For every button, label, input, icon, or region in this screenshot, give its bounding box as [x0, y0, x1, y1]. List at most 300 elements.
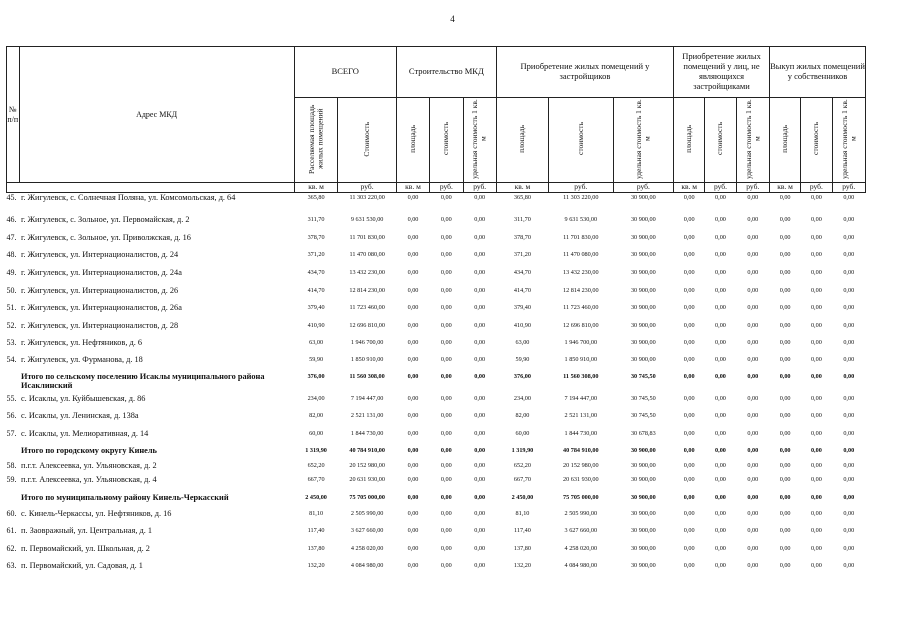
row-value: 30 900,00: [630, 215, 656, 223]
row-value: 371,20: [307, 250, 325, 258]
subheader-developers-cost: [548, 98, 613, 183]
row-value: 0,00: [440, 526, 452, 534]
row-value: 0,00: [715, 561, 726, 569]
row-value: 0,00: [715, 194, 726, 201]
row-value: 0,00: [683, 286, 695, 294]
row-value: 0,00: [779, 372, 791, 380]
unit-cell: руб.: [832, 183, 866, 193]
row-value: 0,00: [843, 509, 855, 517]
table-row: [7, 429, 866, 446]
row-number: [7, 372, 20, 394]
row-value: 0,00: [747, 493, 759, 501]
row-value: 0,00: [683, 215, 695, 223]
row-value: 0,00: [779, 286, 791, 294]
row-value: 75 705 000,00: [563, 493, 599, 501]
row-value: 0,00: [683, 394, 695, 402]
row-value: 0,00: [843, 461, 855, 469]
subtotal-row: [7, 372, 866, 394]
table-row: [7, 250, 866, 268]
row-value: 1 850 910,00: [564, 355, 598, 363]
row-number: 58.: [6, 460, 17, 470]
row-value: 0,00: [683, 493, 695, 501]
row-address: г. Жигулевск, ул. Фурманова, д. 18: [21, 354, 143, 364]
row-value: 0,00: [747, 194, 759, 201]
subheader-total-area-label: Расселяемая площадь жилых помещений: [306, 104, 325, 174]
row-value: 0,00: [407, 286, 419, 294]
table-row: [7, 509, 866, 526]
row-value: 30 745,50: [630, 411, 656, 419]
table-row: [7, 321, 866, 338]
row-value: 0,00: [715, 355, 726, 363]
row-value: 0,00: [683, 194, 695, 201]
row-value: 0,00: [779, 561, 791, 569]
row-value: 0,00: [715, 372, 726, 380]
unit-cell: кв. м: [674, 183, 705, 193]
subheader-developers-cost-label: стоимость: [575, 122, 585, 156]
unit-cell: руб.: [705, 183, 736, 193]
row-value: 365,80: [513, 194, 531, 201]
row-value: 0,00: [843, 355, 855, 363]
row-value: 12 696 810,00: [349, 321, 385, 329]
row-value: 20 152 980,00: [349, 461, 385, 469]
row-value: 11 303 220,00: [349, 194, 385, 201]
row-value: 132,20: [307, 561, 325, 569]
row-number: 51.: [6, 302, 17, 312]
row-value: 0,00: [747, 544, 759, 552]
row-value: 365,80: [307, 194, 325, 201]
row-value: 132,20: [513, 561, 531, 569]
row-value: 30 745,50: [630, 394, 656, 402]
row-value: 0,00: [440, 303, 452, 311]
row-value: 20 152 980,00: [563, 461, 599, 469]
row-value: 0,00: [474, 286, 486, 294]
row-value: 0,00: [810, 544, 822, 552]
row-value: 0,00: [474, 372, 486, 380]
row-value: 410,90: [307, 321, 325, 329]
row-address: с. Кинель-Черкассы, ул. Нефтяников, д. 16: [21, 508, 172, 518]
subtotal-row: [7, 446, 866, 461]
row-value: 0,00: [747, 355, 759, 363]
row-value: 9 631 530,00: [564, 215, 598, 223]
row-value: 376,00: [513, 372, 531, 380]
row-value: 0,00: [407, 394, 419, 402]
row-number: 56.: [6, 410, 17, 420]
row-value: 2 505 990,00: [564, 509, 598, 517]
row-value: 0,00: [810, 493, 822, 501]
row-value: 30 900,00: [630, 493, 656, 501]
row-value: 0,00: [843, 215, 855, 223]
row-value: 82,00: [515, 411, 530, 419]
row-value: 0,00: [715, 509, 726, 517]
table-row: [7, 233, 866, 250]
row-value: 59,90: [309, 355, 324, 363]
row-value: 0,00: [810, 411, 822, 419]
table-row: [7, 338, 866, 355]
row-value: 0,00: [779, 233, 791, 241]
row-value: 0,00: [683, 250, 695, 258]
row-value: 0,00: [747, 233, 759, 241]
row-value: 0,00: [407, 461, 419, 469]
table-row: [7, 475, 866, 493]
row-value: 12 696 810,00: [563, 321, 599, 329]
row-value: 0,00: [407, 475, 419, 483]
row-value: 0,00: [843, 446, 855, 454]
row-value: 0,00: [843, 303, 855, 311]
subheader-developers-unit-cost: [613, 98, 673, 183]
row-value: 4 258 020,00: [350, 544, 384, 552]
row-number: 62.: [6, 543, 17, 553]
row-value: 0,00: [474, 303, 486, 311]
row-value: 0,00: [810, 338, 822, 346]
row-value: 13 432 230,00: [349, 268, 385, 276]
subheader-total-cost: [338, 98, 396, 183]
row-address: с. Исаклы, ул. Мелиоративная, д. 14: [21, 428, 149, 438]
row-value: 667,70: [513, 475, 531, 483]
row-value: 0,00: [810, 446, 822, 454]
row-value: 7 194 447,00: [564, 394, 598, 402]
row-address: г. Жигулевск, ул. Интернационалистов, д. 24: [21, 249, 179, 259]
row-value: 0,00: [843, 526, 855, 534]
row-value: 0,00: [715, 321, 726, 329]
row-value: 0,00: [779, 493, 791, 501]
unit-cell: кв. м: [294, 183, 338, 193]
row-value: 0,00: [779, 429, 791, 437]
row-number: 52.: [6, 320, 17, 330]
subtotal-label: Итого по муниципальному району Кинель-Черкасский: [21, 492, 229, 502]
row-value: 0,00: [715, 286, 726, 294]
row-value: 0,00: [440, 561, 452, 569]
row-value: 0,00: [715, 429, 726, 437]
row-number: 63.: [6, 560, 17, 570]
subheader-buyout-unit-cost-label: удельная стоимость 1 кв. м: [839, 99, 857, 179]
row-value: 1 946 700,00: [350, 338, 384, 346]
row-value: 0,00: [747, 429, 759, 437]
row-value: 30 900,00: [630, 321, 656, 329]
row-value: 0,00: [779, 475, 791, 483]
row-number: 57.: [6, 428, 17, 438]
housing-program-table: [6, 46, 866, 577]
row-value: 0,00: [843, 394, 855, 402]
row-address: п.г.т. Алексеевка, ул. Ульяновская, д. 4: [21, 474, 157, 484]
row-value: 7 194 447,00: [350, 394, 384, 402]
row-value: 0,00: [715, 303, 726, 311]
row-value: 63,00: [309, 338, 324, 346]
row-value: 0,00: [715, 493, 726, 501]
row-value: 0,00: [715, 526, 726, 534]
subheader-developers-area-label: площадь: [517, 124, 527, 153]
row-value: 0,00: [843, 493, 855, 501]
row-value: 0,00: [407, 194, 419, 201]
row-value: 82,00: [309, 411, 324, 419]
row-value: 0,00: [779, 411, 791, 419]
row-value: 0,00: [440, 544, 452, 552]
row-address: п. Первомайский, ул. Садовая, д. 1: [21, 560, 143, 570]
row-value: 63,00: [515, 338, 530, 346]
row-value: 0,00: [440, 461, 452, 469]
row-value: 0,00: [810, 526, 822, 534]
row-value: 12 814 230,00: [349, 286, 385, 294]
row-value: 0,00: [407, 233, 419, 241]
row-value: 4 084 980,00: [350, 561, 384, 569]
row-value: 0,00: [474, 394, 486, 402]
row-value: 0,00: [440, 509, 452, 517]
row-value: 13 432 230,00: [563, 268, 599, 276]
row-value: 0,00: [715, 411, 726, 419]
header-group-developers: Приобретение жилых помещений у застройщиков: [496, 47, 673, 98]
row-value: 0,00: [747, 215, 759, 223]
row-value: 0,00: [474, 215, 486, 223]
row-number: 49.: [6, 267, 17, 277]
subheader-buyout-area: [769, 98, 800, 183]
row-number: 48.: [6, 249, 17, 259]
row-value: 0,00: [715, 338, 726, 346]
row-value: 0,00: [843, 429, 855, 437]
row-value: 0,00: [747, 394, 759, 402]
row-value: 0,00: [810, 215, 822, 223]
table-row: [7, 561, 866, 577]
row-value: 0,00: [843, 411, 855, 419]
row-value: 0,00: [715, 394, 726, 402]
row-value: 0,00: [843, 268, 855, 276]
row-value: 0,00: [779, 355, 791, 363]
table-row: [7, 394, 866, 411]
unit-cell: руб.: [613, 183, 673, 193]
row-value: 0,00: [810, 194, 822, 201]
row-value: 0,00: [407, 493, 419, 501]
row-value: 9 631 530,00: [350, 215, 384, 223]
row-value: 0,00: [747, 561, 759, 569]
table-row: [7, 411, 866, 429]
row-value: 117,40: [514, 526, 531, 534]
row-value: 0,00: [474, 561, 486, 569]
row-value: 0,00: [474, 233, 486, 241]
row-value: 0,00: [810, 561, 822, 569]
row-value: 0,00: [440, 475, 452, 483]
row-value: 0,00: [683, 461, 695, 469]
subheader-total-area: [294, 98, 338, 183]
row-value: 0,00: [779, 394, 791, 402]
row-value: 0,00: [779, 215, 791, 223]
row-value: 11 723 460,00: [563, 303, 599, 311]
row-value: 0,00: [440, 429, 452, 437]
row-value: 0,00: [779, 250, 791, 258]
row-address: с. Исаклы, ул. Куйбышевская, д. 86: [21, 393, 146, 403]
row-value: 0,00: [779, 446, 791, 454]
row-value: 0,00: [407, 429, 419, 437]
row-value: 1 844 730,00: [350, 429, 384, 437]
row-value: 0,00: [440, 286, 452, 294]
subheader-buyout-area-label: площадь: [779, 124, 789, 153]
row-value: 0,00: [810, 429, 822, 437]
row-value: 0,00: [747, 250, 759, 258]
row-value: 0,00: [810, 394, 822, 402]
row-value: 0,00: [843, 475, 855, 483]
unit-cell: руб.: [801, 183, 832, 193]
row-value: 30 900,00: [630, 461, 656, 469]
row-value: 11 560 308,00: [349, 372, 385, 380]
row-value: 652,20: [513, 461, 531, 469]
row-value: 30 900,00: [630, 544, 656, 552]
row-address: г. Жигулевск, с. Зольное, ул. Первомайская, д. 2: [21, 214, 190, 224]
row-value: 667,70: [307, 475, 325, 483]
row-value: 1 850 910,00: [350, 355, 384, 363]
row-value: 137,80: [307, 544, 325, 552]
row-value: 0,00: [843, 250, 855, 258]
subheader-construction-cost-label: стоимость: [441, 122, 451, 156]
row-value: 30 900,00: [630, 194, 656, 201]
row-value: 0,00: [440, 250, 452, 258]
row-address: г. Жигулевск, ул. Интернационалистов, д. 26: [21, 285, 179, 295]
row-value: 0,00: [683, 526, 695, 534]
row-value: 0,00: [683, 544, 695, 552]
row-value: 0,00: [407, 372, 419, 380]
row-value: 12 814 230,00: [563, 286, 599, 294]
subheader-non-developers-cost: [705, 98, 736, 183]
row-value: 0,00: [779, 303, 791, 311]
row-value: 414,70: [513, 286, 531, 294]
row-value: 11 701 830,00: [349, 233, 385, 241]
row-value: 2 521 131,00: [350, 411, 384, 419]
header-no: № п/п: [7, 47, 20, 183]
row-value: 0,00: [683, 446, 695, 454]
row-value: 1 319,90: [305, 446, 327, 454]
table-row: [7, 355, 866, 372]
row-value: 0,00: [715, 446, 726, 454]
row-value: 0,00: [810, 461, 822, 469]
row-value: 0,00: [683, 268, 695, 276]
row-value: 3 627 660,00: [564, 526, 598, 534]
row-value: 0,00: [747, 372, 759, 380]
table-row: [7, 526, 866, 544]
row-value: 311,70: [514, 215, 531, 223]
row-value: 0,00: [440, 446, 452, 454]
row-value: 0,00: [683, 475, 695, 483]
unit-cell: руб.: [338, 183, 396, 193]
subheader-non-developers-unit-cost-label: удельная стоимость 1 кв. м: [743, 99, 761, 179]
row-value: 30 900,00: [630, 338, 656, 346]
subheader-construction-area-label: площадь: [407, 124, 417, 153]
row-value: 0,00: [440, 233, 452, 241]
row-value: 0,00: [810, 250, 822, 258]
row-value: 0,00: [440, 411, 452, 419]
row-address: г. Жигулевск, ул. Интернационалистов, д. 24а: [21, 267, 182, 277]
row-value: 414,70: [307, 286, 325, 294]
row-value: 0,00: [843, 338, 855, 346]
row-value: 20 631 930,00: [349, 475, 385, 483]
row-value: 0,00: [810, 372, 822, 380]
row-value: 0,00: [407, 411, 419, 419]
row-value: 0,00: [683, 355, 695, 363]
row-number: 46.: [6, 214, 17, 224]
row-value: 40 784 910,00: [563, 446, 599, 454]
row-value: 30 678,83: [630, 429, 656, 437]
row-value: 117,40: [307, 526, 325, 534]
subheader-construction-area: [396, 98, 429, 183]
row-address: с. Исаклы, ул. Ленинская, д. 138а: [21, 410, 139, 420]
row-number: 50.: [6, 285, 17, 295]
unit-cell: руб.: [736, 183, 769, 193]
subtotal-label: Итого по городскому округу Кинель: [21, 445, 157, 455]
row-value: 30 900,00: [630, 250, 656, 258]
subheader-buyout-unit-cost: [832, 98, 866, 183]
row-value: 0,00: [715, 461, 726, 469]
unit-cell: руб.: [548, 183, 613, 193]
row-value: 0,00: [407, 446, 419, 454]
row-value: 0,00: [407, 215, 419, 223]
row-address: п. Заовражный, ул. Центральная, д. 1: [21, 525, 153, 535]
row-value: 0,00: [440, 372, 452, 380]
row-value: 0,00: [715, 250, 726, 258]
row-value: 0,00: [407, 321, 419, 329]
row-value: 0,00: [747, 475, 759, 483]
row-value: 11 701 830,00: [563, 233, 599, 241]
row-value: 0,00: [407, 338, 419, 346]
row-number: 47.: [6, 232, 17, 242]
subheader-total-cost-label: Стоимость: [362, 121, 371, 157]
row-value: 0,00: [474, 544, 486, 552]
table-row: [7, 544, 866, 561]
page-number: 4: [450, 14, 455, 24]
row-value: 2 450,00: [511, 493, 534, 501]
row-value: 0,00: [747, 411, 759, 419]
row-value: 0,00: [474, 338, 486, 346]
row-value: 0,00: [440, 493, 452, 501]
row-value: 378,70: [307, 233, 325, 241]
row-value: 81,10: [309, 509, 324, 517]
row-value: 379,40: [307, 303, 325, 311]
row-value: 0,00: [440, 321, 452, 329]
row-value: 0,00: [779, 526, 791, 534]
row-value: 379,40: [513, 303, 531, 311]
row-value: 0,00: [715, 544, 726, 552]
table-row: [7, 286, 866, 303]
row-value: 59,90: [515, 355, 530, 363]
row-value: 30 900,00: [630, 446, 656, 454]
row-address: г. Жигулевск, с. Солнечная Поляна, ул. Комсомольская, д. 64: [21, 193, 236, 202]
unit-cell: руб.: [430, 183, 463, 193]
row-value: 0,00: [474, 509, 486, 517]
row-value: 1 946 700,00: [564, 338, 598, 346]
row-value: 0,00: [407, 250, 419, 258]
row-value: 0,00: [747, 446, 759, 454]
row-value: 0,00: [747, 303, 759, 311]
row-value: 0,00: [440, 215, 452, 223]
row-value: 30 900,00: [630, 355, 656, 363]
row-value: 376,00: [307, 372, 325, 380]
row-number: [7, 446, 20, 461]
row-value: 11 470 080,00: [349, 250, 385, 258]
row-value: 30 900,00: [630, 233, 656, 241]
header-address: Адрес МКД: [19, 47, 294, 183]
row-value: 0,00: [474, 411, 486, 419]
row-value: 0,00: [407, 303, 419, 311]
row-value: 0,00: [683, 338, 695, 346]
row-value: 0,00: [747, 321, 759, 329]
row-value: 81,10: [515, 509, 530, 517]
subheader-non-developers-area: [674, 98, 705, 183]
row-value: 0,00: [779, 544, 791, 552]
row-value: 30 900,00: [630, 303, 656, 311]
row-value: 0,00: [474, 321, 486, 329]
unit-cell: кв. м: [396, 183, 429, 193]
row-value: 0,00: [683, 561, 695, 569]
row-value: 410,90: [513, 321, 531, 329]
subheader-non-developers-area-label: площадь: [684, 124, 694, 153]
row-value: 652,20: [307, 461, 325, 469]
row-value: 0,00: [747, 268, 759, 276]
row-value: 0,00: [747, 461, 759, 469]
row-value: 75 705 000,00: [349, 493, 385, 501]
